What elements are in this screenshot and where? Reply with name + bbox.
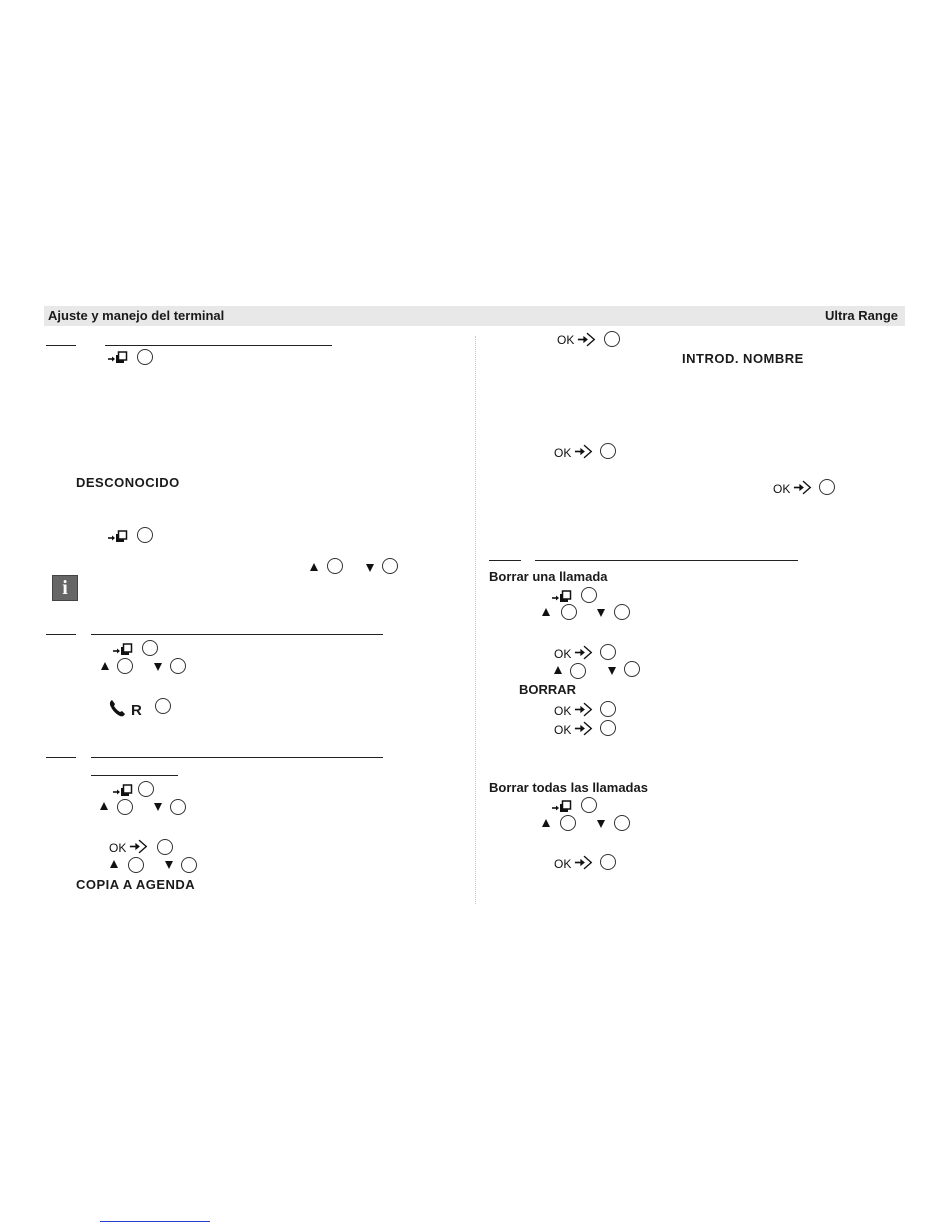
ok-enter-icon [574,854,594,871]
ok-label: OK [554,857,572,871]
key-circle [117,658,133,674]
menu-enter-icon [113,784,133,798]
arrow-up-icon [101,662,109,670]
section-number-rule [46,634,76,635]
section-title-rule [105,345,332,346]
menu-enter-icon [552,590,572,604]
menu-enter-icon [108,530,128,544]
ok-label: OK [554,704,572,718]
key-circle [382,558,398,574]
key-circle [170,658,186,674]
header-title-right: Ultra Range [825,308,898,323]
key-circle [157,839,173,855]
arrow-down-icon [154,803,162,811]
arrow-down-icon [597,609,605,617]
key-circle [600,701,616,717]
ok-label: OK [554,446,572,460]
key-circle [155,698,171,714]
info-icon: i [52,575,78,601]
key-circle [570,663,586,679]
ok-enter-icon [577,331,597,348]
key-circle [181,857,197,873]
key-circle [327,558,343,574]
key-circle [581,587,597,603]
ok-enter-icon [574,720,594,737]
arrow-up-icon [542,608,550,616]
arrow-up-icon [310,563,318,571]
section-title-rule [91,757,383,758]
ok-label: OK [554,647,572,661]
key-circle [581,797,597,813]
key-circle [560,815,576,831]
arrow-up-icon [110,860,118,868]
footer-link-underline[interactable] [100,1221,210,1222]
key-circle [624,661,640,677]
key-circle [819,479,835,495]
desconocido-label: DESCONOCIDO [76,475,180,490]
section-number-rule [46,345,76,346]
arrow-down-icon [165,861,173,869]
menu-enter-icon [113,643,133,657]
key-circle [614,604,630,620]
menu-enter-icon [552,800,572,814]
copia-a-agenda-label: COPIA A AGENDA [76,877,196,892]
menu-enter-icon [108,351,128,365]
section-title-rule [91,634,383,635]
key-circle [561,604,577,620]
arrow-up-icon [554,666,562,674]
borrar-una-llamada-heading: Borrar una llamada [489,569,608,584]
arrow-down-icon [154,663,162,671]
section-number-rule [46,757,76,758]
ok-enter-icon [574,701,594,718]
key-circle [128,857,144,873]
key-circle [117,799,133,815]
key-circle [170,799,186,815]
phone-icon [109,699,127,717]
arrow-up-icon [100,802,108,810]
borrar-label: BORRAR [519,682,577,697]
section-number-rule [489,560,521,561]
key-circle [142,640,158,656]
ok-enter-icon [574,644,594,661]
arrow-down-icon [366,564,374,572]
arrow-down-icon [608,667,616,675]
ok-label: OK [109,841,127,855]
ok-enter-icon [793,479,813,496]
key-circle [137,527,153,543]
key-circle [600,854,616,870]
ok-enter-icon [574,443,594,460]
arrow-down-icon [597,820,605,828]
key-circle [614,815,630,831]
borrar-todas-heading: Borrar todas las llamadas [489,780,648,795]
key-circle [600,720,616,736]
key-circle [600,644,616,660]
ok-label: OK [557,333,575,347]
section-title-rule [535,560,798,561]
key-circle [604,331,620,347]
ok-label: OK [554,723,572,737]
key-circle [138,781,154,797]
header-title-left: Ajuste y manejo del terminal [48,308,225,323]
key-circle [600,443,616,459]
column-divider [475,336,476,904]
key-circle [137,349,153,365]
r-key-label: R [131,702,142,719]
introd-nombre-label: INTROD. NOMBRE [682,351,804,366]
ok-enter-icon [129,838,149,855]
arrow-up-icon [542,819,550,827]
ok-label: OK [773,482,791,496]
subsection-rule [91,775,178,776]
